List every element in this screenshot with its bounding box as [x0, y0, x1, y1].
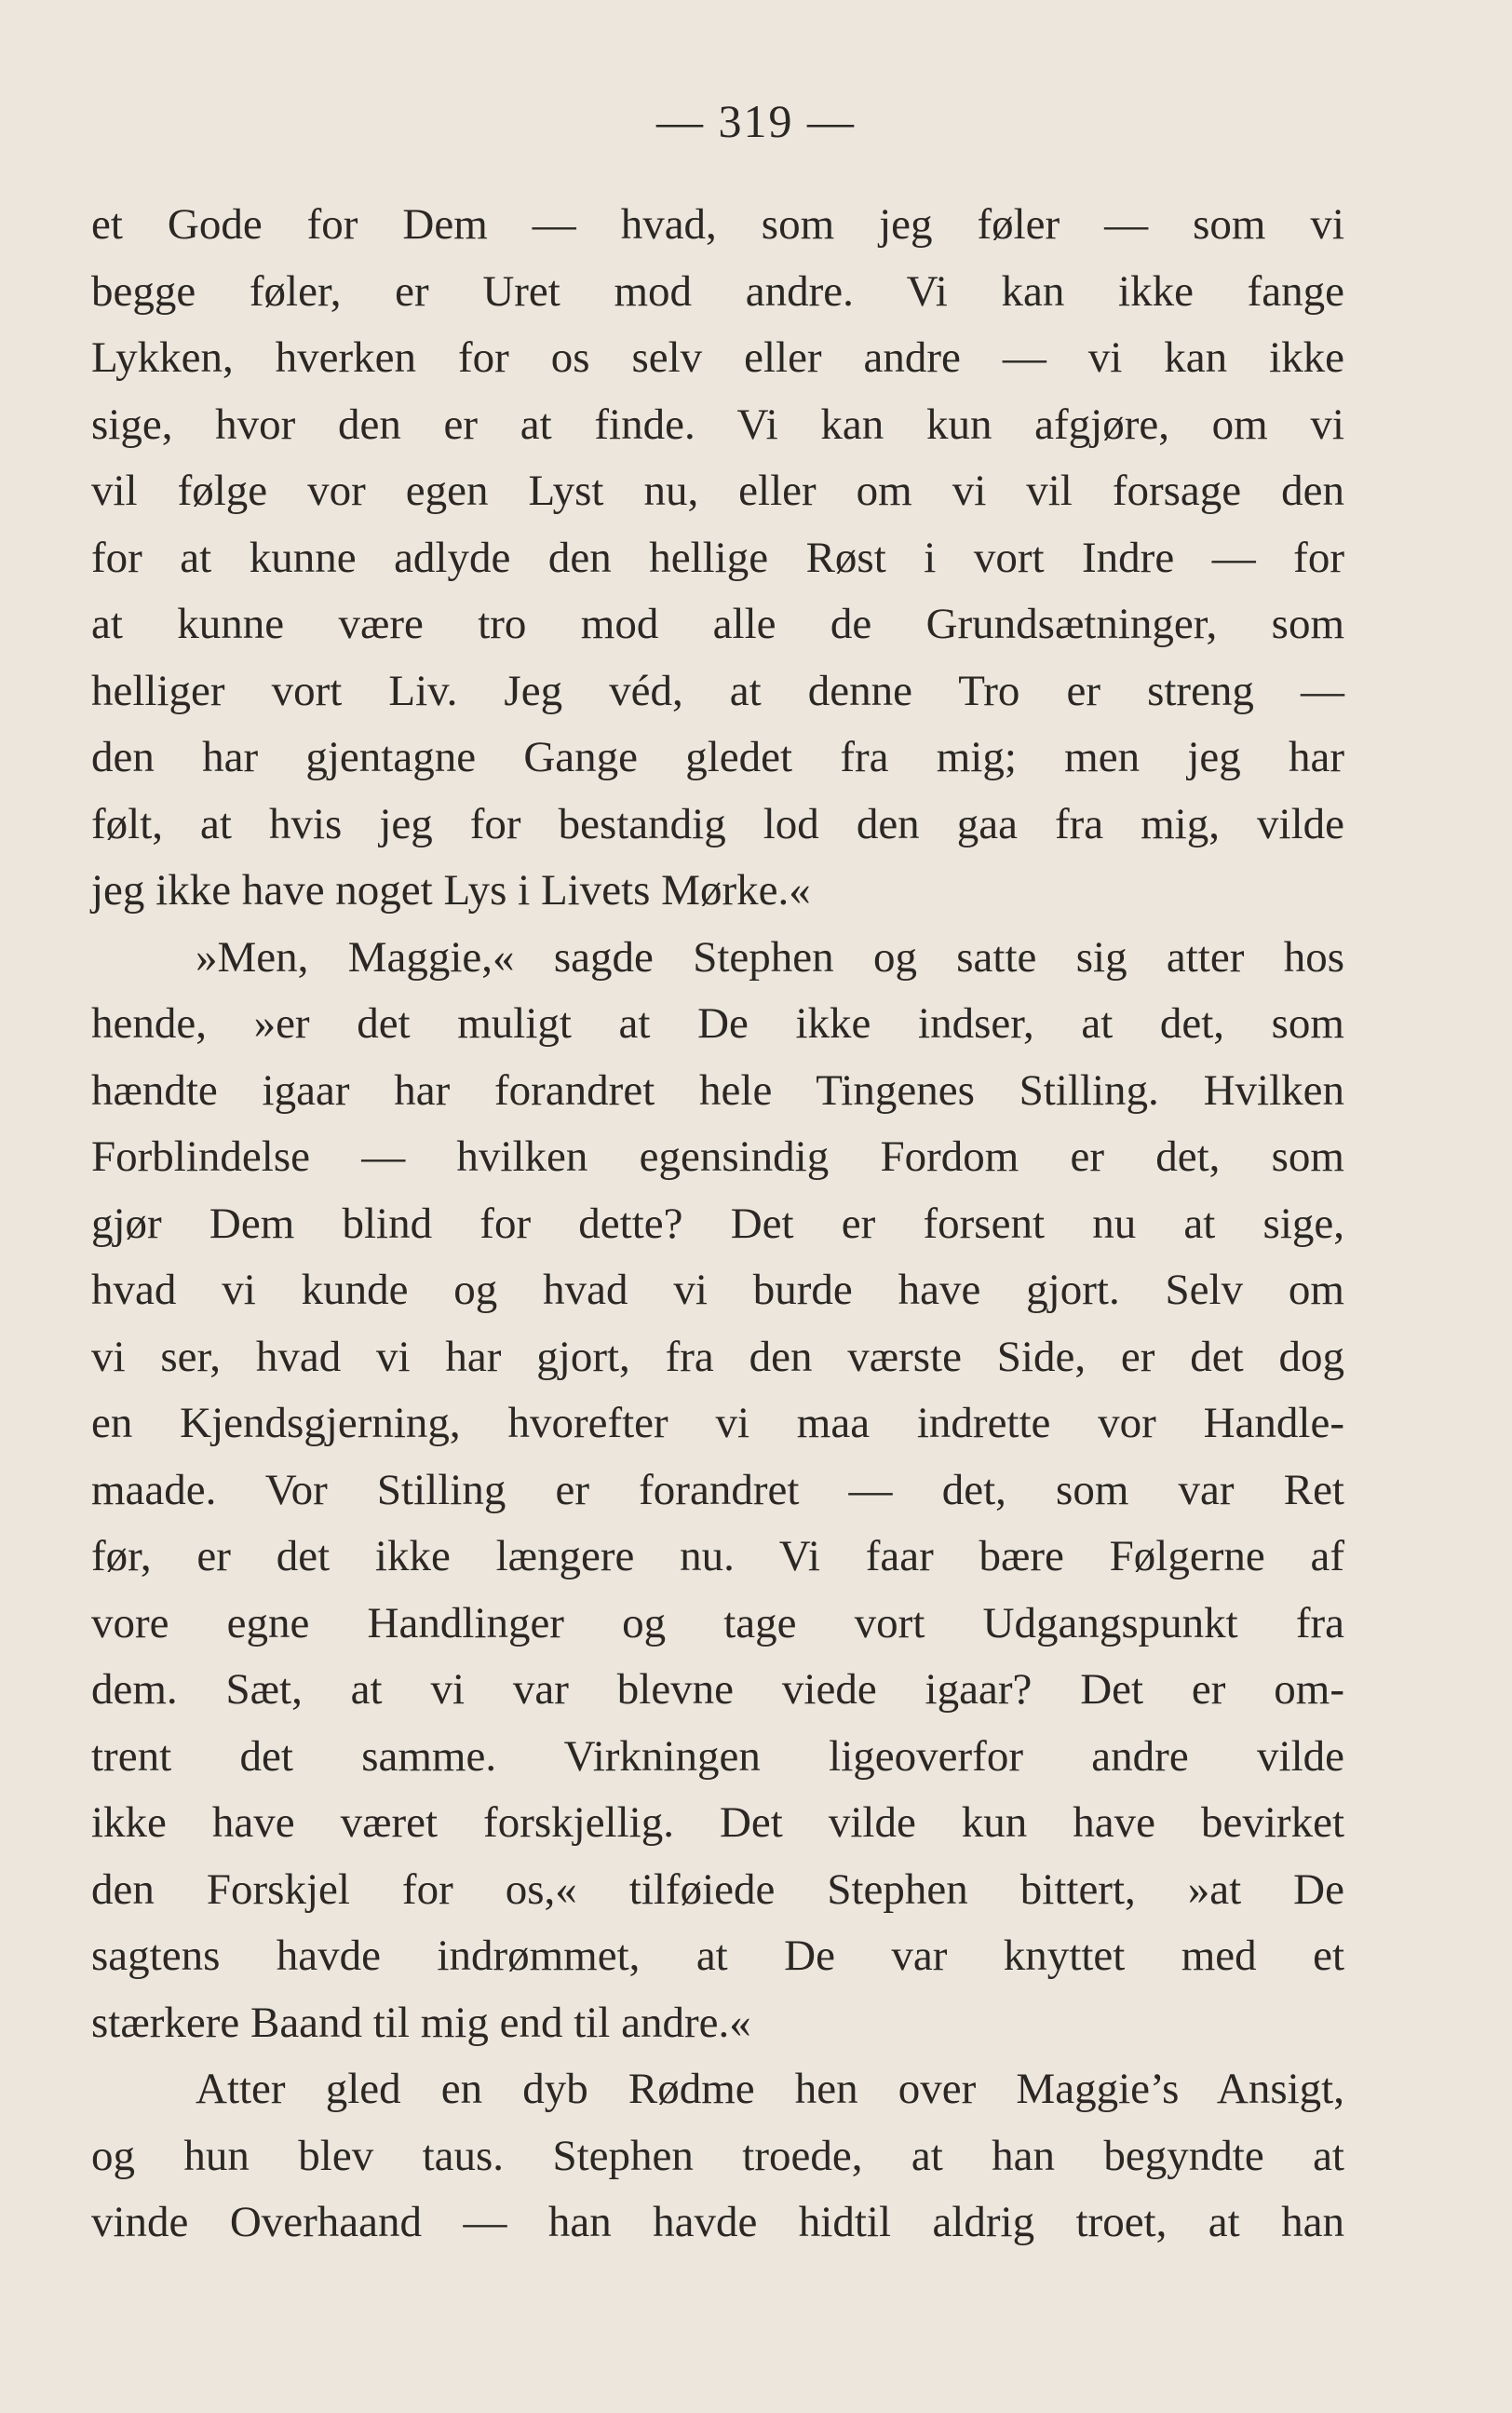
text-line: helliger vort Liv. Jeg véd, at denne Tro er streng —	[91, 666, 1344, 715]
text-line: stærkere Baand til mig end til andre.«	[91, 1998, 751, 2047]
text-line: dem. Sæt, at vi var blevne viede igaar? Det er om-	[91, 1665, 1344, 1714]
text-line: hændte igaar har forandret hele Tingenes Stilling. Hvilken	[91, 1065, 1344, 1115]
text-line: for at kunne adlyde den hellige Røst i vort Indre — for	[91, 533, 1344, 582]
text-line: sige, hvor den er at finde. Vi kan kun afgjøre, om vi	[91, 400, 1344, 449]
text-line: vore egne Handlinger og tage vort Udgangspunkt fra	[91, 1598, 1344, 1647]
text-line: en Kjendsgjerning, hvorefter vi maa indrette vor Handle-	[91, 1399, 1344, 1447]
text-line: begge føler, er Uret mod andre. Vi kan ikke fange	[91, 266, 1344, 316]
text-line: sagtens havde indrømmet, at De var knyttet med et	[91, 1932, 1344, 1980]
text-line: vi ser, hvad vi har gjort, fra den værste Side, er det dog	[91, 1332, 1344, 1381]
page-number: — 319 —	[656, 95, 856, 147]
text-line: ikke have været forskjellig. Det vilde kun have bevirket	[91, 1798, 1344, 1847]
text-line: at kunne være tro mod alle de Grundsætninger, som	[91, 600, 1344, 648]
text-line: Forblindelse — hvilken egensindig Fordom er det, som	[91, 1132, 1344, 1181]
text-line: vinde Overhaand — han havde hidtil aldrig troet, at han	[91, 2198, 1344, 2246]
body-text	[91, 192, 1344, 2257]
text-line: trent det samme. Virkningen ligeoverfor andre vilde	[91, 1731, 1344, 1781]
text-line: og hun blev taus. Stephen troede, at han begyndte at	[91, 2131, 1344, 2180]
text-line: den Forskjel for os,« tilføiede Stephen bittert, »at De	[91, 1864, 1344, 1914]
text-line: Lykken, hverken for os selv eller andre — vi kan ikke	[91, 333, 1344, 382]
text-line: vil følge vor egen Lyst nu, eller om vi vil forsage den	[91, 467, 1344, 515]
text-line: den har gjentagne Gange gledet fra mig; men jeg har	[91, 733, 1344, 781]
text-line: Atter gled en dyb Rødme hen over Maggie’s Ansigt,	[196, 2065, 1344, 2113]
text-line: gjør Dem blind for dette? Det er forsent nu at sige,	[91, 1199, 1344, 1248]
text-line: et Gode for Dem — hvad, som jeg føler — som vi	[91, 200, 1344, 249]
text-line: »Men, Maggie,« sagde Stephen og satte sig atter hos	[196, 932, 1344, 982]
text-line: følt, at hvis jeg for bestandig lod den gaa fra mig, vilde	[91, 799, 1344, 848]
text-line: hvad vi kunde og hvad vi burde have gjort. Selv om	[91, 1266, 1344, 1314]
text-line: hende, »er det muligt at De ikke indser, at det, som	[91, 999, 1344, 1048]
text-line: jeg ikke have noget Lys i Livets Mørke.«	[91, 866, 811, 915]
text-line: maade. Vor Stilling er forandret — det, som var Ret	[91, 1465, 1344, 1514]
text-line: før, er det ikke længere nu. Vi faar bære Følgerne af	[91, 1532, 1344, 1580]
